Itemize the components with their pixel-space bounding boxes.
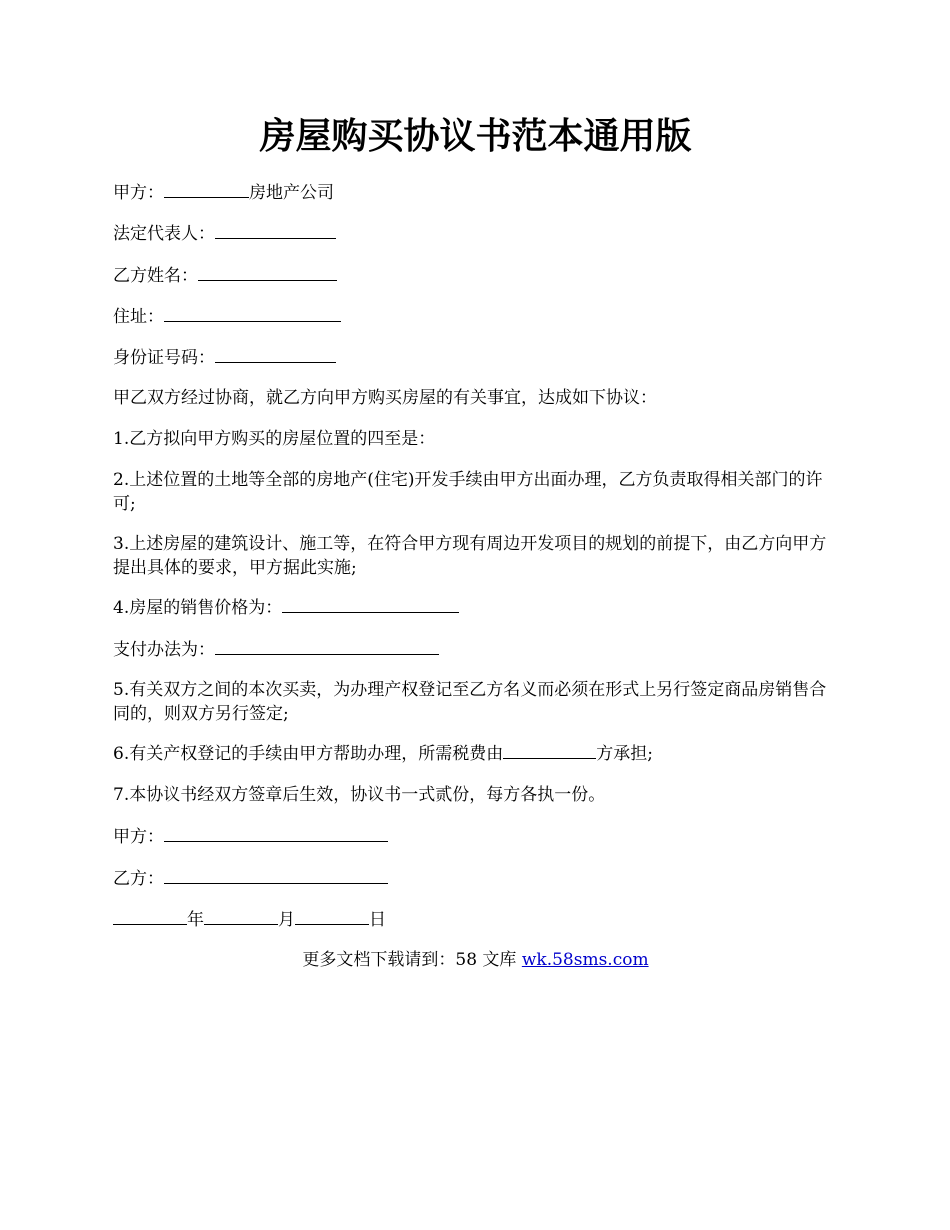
legal-rep-blank	[215, 221, 336, 239]
payment-line	[113, 637, 838, 662]
party-a-blank	[164, 180, 249, 198]
id-number-line	[113, 345, 838, 370]
document-title: 房屋购买协议书范本通用版	[259, 115, 692, 157]
clause-7: 7.本协议书经双方签章后生效，协议书一式贰份，每方各执一份。	[113, 785, 606, 805]
footer-text: 更多文档下载请到：58 文库	[302, 950, 522, 970]
address-line	[113, 304, 838, 329]
payment-blank	[215, 637, 439, 655]
tax-party-blank	[503, 741, 596, 759]
clause-1: 1.乙方拟向甲方购买的房屋位置的四至是：	[113, 429, 436, 449]
footer	[113, 948, 838, 972]
clause-6-line	[113, 741, 838, 766]
legal-rep-label: 法定代表人：	[113, 224, 215, 244]
sign-b-blank	[164, 866, 388, 884]
party-b-name-blank	[198, 263, 337, 281]
sign-b-label: 乙方：	[113, 869, 164, 889]
address-blank	[164, 304, 341, 322]
clause-3: 3.上述房屋的建筑设计、施工等，在符合甲方现有周边开发项目的规划的前提下，由乙方向甲方提出具体的要求，甲方据此实施;	[113, 534, 827, 578]
address-label: 住址：	[113, 307, 164, 327]
sign-a-label: 甲方：	[113, 827, 164, 847]
party-b-name-line	[113, 263, 838, 288]
party-b-name-label: 乙方姓名：	[113, 266, 198, 286]
id-number-label: 身份证号码：	[113, 348, 215, 368]
clause-5: 5.有关双方之间的本次买卖，为办理产权登记至乙方名义而必须在形式上另行签定商品房销售合同的，则双方另行签定;	[113, 680, 827, 724]
day-label: 日	[369, 910, 386, 930]
sign-b-line	[113, 866, 838, 891]
month-blank	[204, 907, 278, 925]
clause-6-suffix: 方承担;	[596, 744, 653, 764]
id-number-blank	[215, 345, 336, 363]
date-line	[113, 907, 838, 932]
party-a-label: 甲方：	[113, 183, 164, 203]
price-blank	[282, 595, 459, 613]
payment-label: 支付办法为：	[113, 640, 215, 660]
sign-a-blank	[164, 824, 388, 842]
clause-4-label: 4.房屋的销售价格为：	[113, 598, 283, 618]
intro-paragraph: 甲乙双方经过协商，就乙方向甲方购买房屋的有关事宜，达成如下协议：	[113, 388, 657, 408]
clause-4-line	[113, 595, 838, 620]
legal-rep-line	[113, 221, 838, 246]
party-a-line	[113, 180, 838, 205]
day-blank	[295, 907, 369, 925]
year-blank	[113, 907, 187, 925]
clause-6-prefix: 6.有关产权登记的手续由甲方帮助办理，所需税费由	[113, 744, 504, 764]
month-label: 月	[278, 910, 295, 930]
party-a-suffix: 房地产公司	[249, 183, 334, 203]
clause-2: 2.上述位置的土地等全部的房地产(住宅)开发手续由甲方出面办理，乙方负责取得相关部门的许可;	[113, 470, 823, 514]
sign-a-line	[113, 824, 838, 849]
footer-link[interactable]: wk.58sms.com	[521, 950, 649, 970]
year-label: 年	[187, 910, 204, 930]
